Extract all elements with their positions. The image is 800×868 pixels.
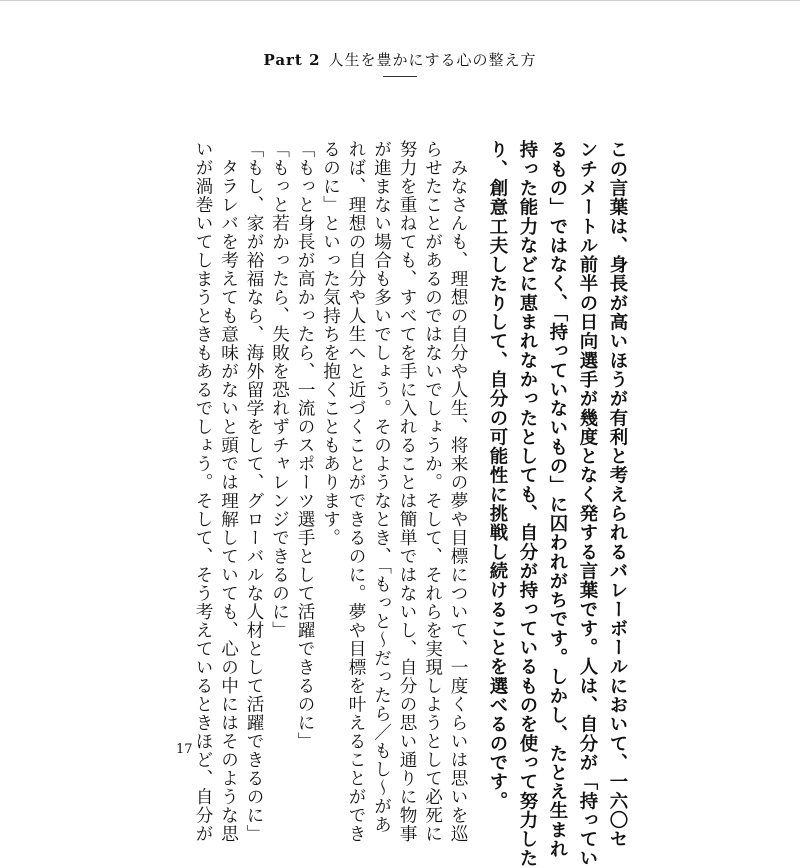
running-head-divider: [383, 76, 417, 77]
bold-line: るもの」ではなく、「持っていないもの」に囚われがちです。しかし、たとえ生まれ: [547, 140, 568, 859]
body-line: いが渦巻いてしまうときもあるでしょう。そして、そう考えているときほど、自分が: [193, 140, 213, 843]
body-line: が進まない場合も多いでしょう。そのようなとき、「もっと～だったら／もし～があ: [371, 140, 392, 835]
top-border-line: [0, 0, 800, 1]
bold-line: ンチメートル前半の日向選手が幾度となく発する言葉です。人は、自分が「持ってい: [577, 140, 598, 868]
bold-line: この言葉は、身長が高いほうが有利と考えられるバレーボールにおいて、一六〇セ: [607, 140, 628, 849]
part-label: Part 2: [263, 51, 321, 69]
body-line: 努力を重ねても、すべてを手に入れることは簡単ではないし、自分の思い通りに物事: [397, 140, 417, 843]
quote-line: 「もっと身長が高かったら、一流のスポーツ選手として活躍できるのに」: [295, 140, 315, 751]
quote-line: 「もっと若かったら、失敗を恐れずチャレンジできるのに」: [269, 140, 290, 640]
body-line: らせたことがあるのではないでしょうか。そして、それらを実現しようとして必死に: [422, 140, 443, 843]
chapter-title: 人生を豊かにする心の整え方: [328, 51, 537, 69]
quote-line: 「もし、家が裕福なら、海外留学をして、グローバルな人材として活躍できるのに」: [244, 140, 264, 843]
running-head: [0, 50, 800, 70]
body-line: みなさんも、理想の自分や人生、将来の夢や目標について、一度くらいは思いを巡: [448, 140, 468, 843]
bold-line: 持った能力などに恵まれなかったとしても、自分が持っているものを使って努力した: [517, 140, 538, 868]
page-number: 17: [176, 742, 193, 757]
body-line: タラレバを考えても意味がないと頭では理解していても、心の中にはそのような思: [218, 140, 239, 843]
bold-line: り、創意工夫したりして、自分の可能性に挑戦し続けることを選べるのです。: [487, 140, 508, 811]
body-line: れば、理想の自分や人生へと近づくことができるのに。夢や目標を叶えることができ: [346, 140, 366, 843]
body-line: るのに」といった気持ちを抱くこともあります。: [320, 140, 341, 547]
bold-paragraph: [487, 140, 632, 868]
